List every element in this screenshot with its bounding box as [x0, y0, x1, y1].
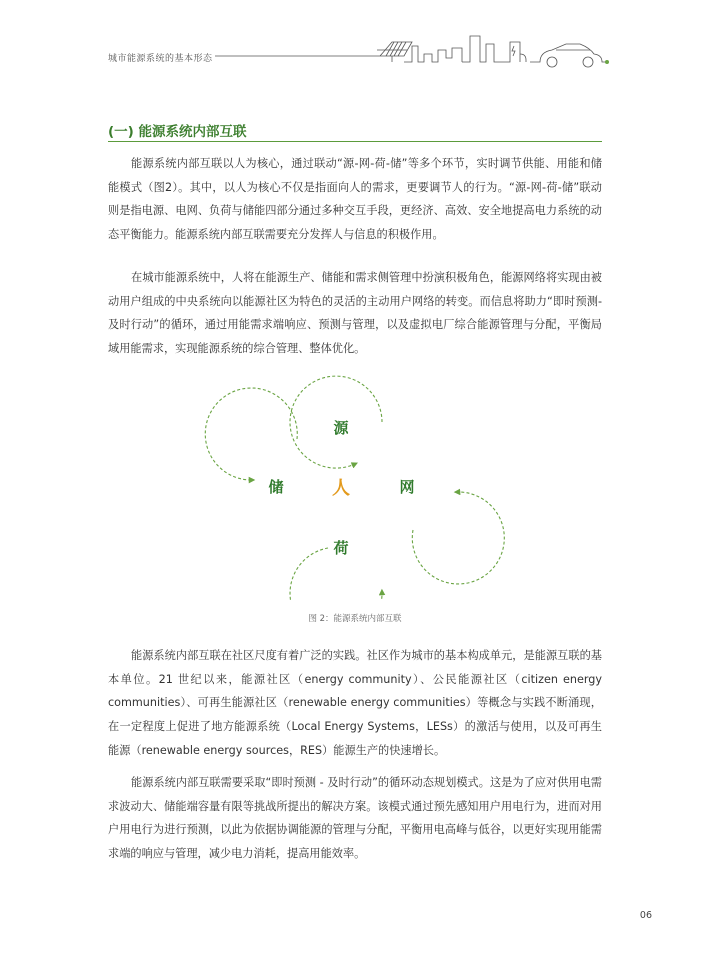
figure-caption: 图 2：能源系统内部互联	[308, 614, 402, 624]
arc-left	[205, 388, 297, 480]
node-load: 荷	[333, 539, 349, 557]
node-people: 人	[332, 478, 350, 499]
body-paragraph-4: 能源系统内部互联需要采取“即时预测 - 及时行动”的循环动态规划模式。这是为了应对供用电需求波动大、储能端容量有限等挑战所提出的解决方案。该模式通过预先感知用户用电行为，进而对用户用电行为进行预测，以此为依据协调能源的管理与分配，平衡用电高峰与低谷，以更好实现用能需求端的响应与管理，减少电力消耗，提高用能效率。	[108, 776, 602, 861]
node-source: 源	[333, 419, 349, 437]
node-storage: 储	[268, 478, 284, 496]
source-grid-load-storage-diagram	[200, 370, 510, 600]
body-paragraph-3: 能源系统内部互联在社区尺度有着广泛的实践。社区作为城市的基本构成单元，是能源互联的基本单位。21 世纪以来，能源社区（energy community）、公民能源社区（citizen energy communities）、可再生能源社区（renewable energy communities）等概念与实践不断涌现，在一定程度上促进了地方能源系统（Local Energy Systems，LESs）的激活与使用，以及可再生能源（renewable energy sources，RES）能源生产的快速增长。	[108, 649, 602, 757]
body-paragraph-2: 在城市能源系统中，人将在能源生产、储能和需求侧管理中扮演积极角色，能源网络将实现由被动用户组成的中央系统向以能源社区为特色的灵活的主动用户网络的转变。而信息将助力“即时预测-及时行动”的循环，通过用能需求端响应、预测与管理，以及虚拟电厂综合能源管理与分配，平衡局域用能需求，实现能源系统的综合管理、整体优化。	[108, 271, 602, 356]
page-number: 06	[639, 910, 652, 921]
section-underline	[108, 141, 602, 142]
node-grid: 网	[399, 478, 415, 496]
arc-right	[412, 492, 504, 584]
city-skyline-solar-car-icon	[0, 28, 710, 78]
running-header-title: 城市能源系统的基本形态	[108, 54, 213, 64]
body-paragraph-1: 能源系统内部互联以人为核心，通过联动“源-网-荷-储”等多个环节，实时调节供能、用能和储能模式（图2）。其中，以人为核心不仅是指面向人的需求，更要调节人的行为。“源-网-荷-储”联动则是指电源、电网、负荷与储能四部分通过多种交互手段，更经济、高效、安全地提高电力系统的动态平衡能力。能源系统内部互联需要充分发挥人与信息的积极作用。	[108, 157, 602, 242]
section-heading: (一) 能源系统内部互联	[108, 124, 247, 140]
